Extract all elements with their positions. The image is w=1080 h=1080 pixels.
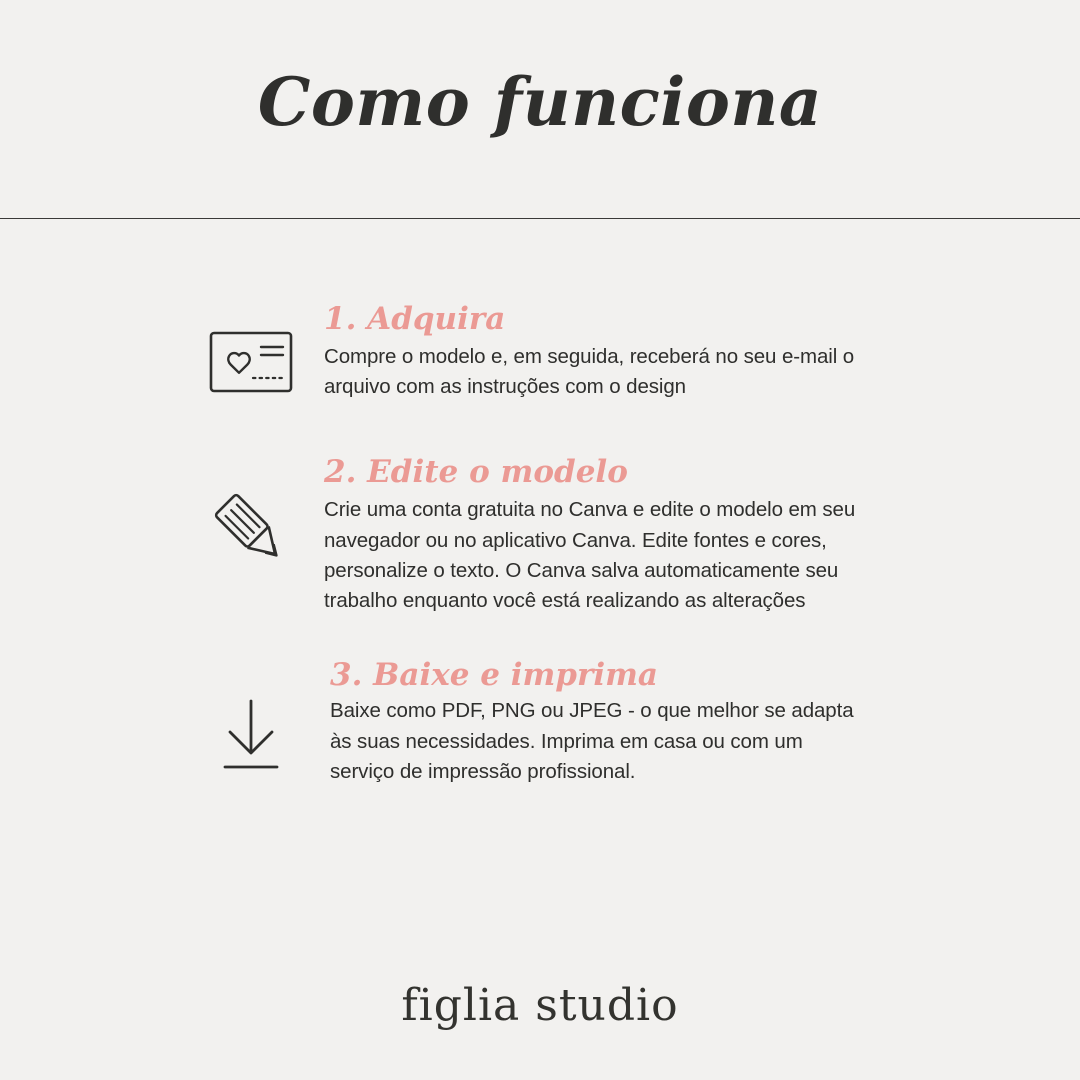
page-title: Como funciona xyxy=(257,63,823,141)
step-content xyxy=(306,454,870,616)
list-item xyxy=(0,301,1080,402)
steps-list xyxy=(0,219,1080,787)
pencil-icon xyxy=(196,454,306,570)
step-description: Crie uma conta gratuita no Canva e edite o modelo em seu navegador ou no aplicativo Canva. Edite fontes e cores, personalize o texto. O Canva salva automaticamente seu trabalho enquanto você está realizando as alterações xyxy=(324,498,856,613)
step-title: 1. Adquira xyxy=(324,301,506,337)
list-item xyxy=(0,454,1080,616)
footer xyxy=(0,980,1080,1031)
step-description: Baixe como PDF, PNG ou JPEG - o que melhor se adapta às suas necessidades. Imprima em casa ou com um serviço de impressão profissional. xyxy=(330,699,854,784)
card-heart-icon xyxy=(196,301,306,393)
brand-wordmark: figlia studio xyxy=(401,980,679,1031)
download-arrow-icon xyxy=(196,657,306,771)
step-title: 2. Edite o modelo xyxy=(324,454,628,491)
header xyxy=(0,0,1080,218)
step-content xyxy=(306,657,870,788)
step-description: Compre o modelo e, em seguida, receberá no seu e-mail o arquivo com as instruções com o design xyxy=(324,344,855,399)
list-item xyxy=(0,657,1080,788)
step-content xyxy=(306,301,870,402)
step-title: 3. Baixe e imprima xyxy=(330,656,658,693)
